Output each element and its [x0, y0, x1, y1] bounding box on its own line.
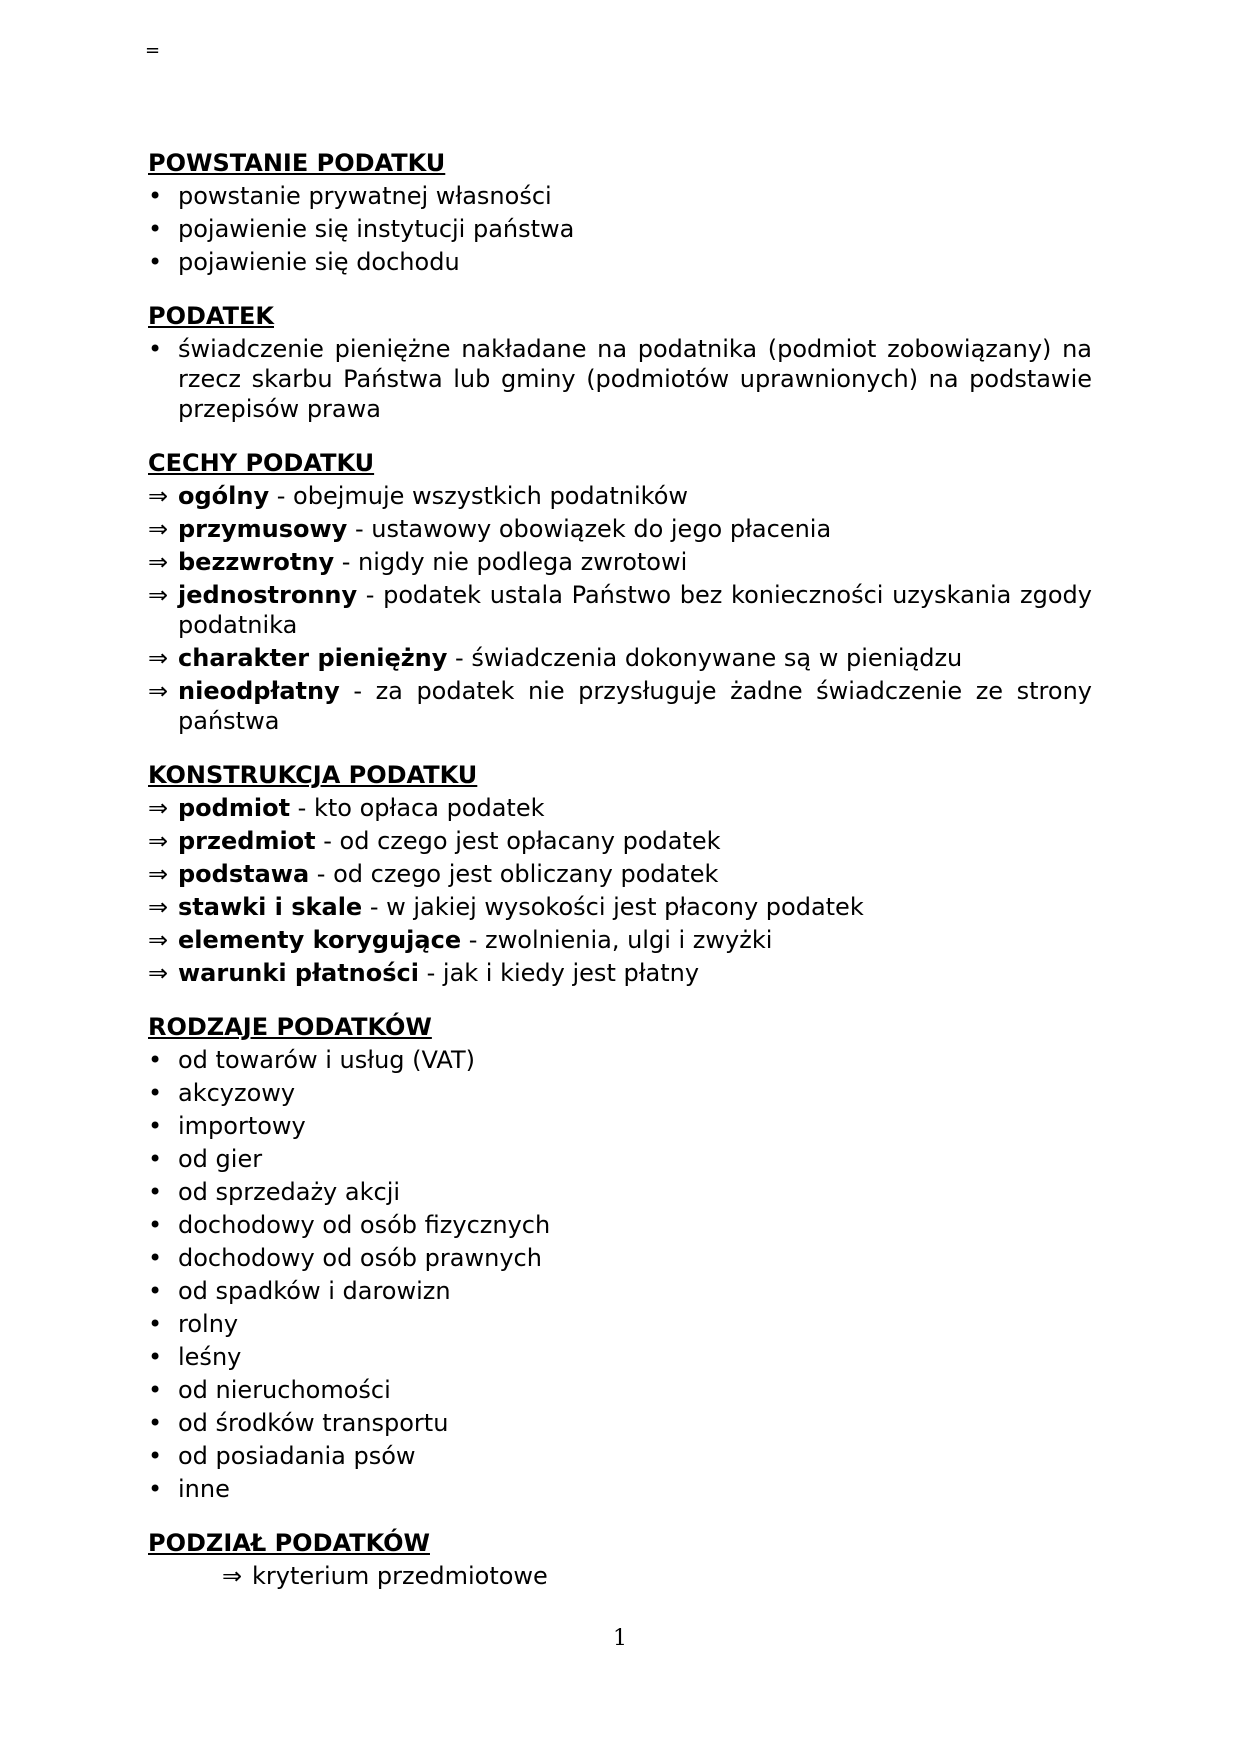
arrow-item-text [178, 826, 1092, 856]
bullet-icon: • [148, 1112, 163, 1140]
arrow-item [148, 514, 1092, 544]
term-description: - ustawowy obowiązek do jego płacenia [347, 515, 832, 543]
arrow-item [148, 859, 1092, 889]
term: nieodpłatny [178, 677, 340, 705]
term-description: - w jakiej wysokości jest płacony podatek [362, 893, 864, 921]
list-item [148, 1441, 1092, 1471]
term: stawki i skale [178, 893, 363, 921]
list-item [148, 334, 1092, 424]
bullet-icon: • [148, 1310, 163, 1338]
term: ogólny [178, 482, 270, 510]
section-heading: RODZAJE PODATKÓW [148, 1013, 432, 1041]
list-item-text: pojawienie się dochodu [178, 248, 460, 276]
arrow-item-text [178, 793, 1092, 823]
arrow-item-text: kryterium przedmiotowe [252, 1562, 548, 1590]
term: bezzwrotny [178, 548, 335, 576]
term: przymusowy [178, 515, 348, 543]
arrow-item [148, 925, 1092, 955]
list-item [148, 1342, 1092, 1372]
section-heading: POWSTANIE PODATKU [148, 149, 446, 177]
section-heading: CECHY PODATKU [148, 449, 375, 477]
top-mark: = [145, 40, 161, 61]
term: jednostronny [178, 581, 358, 609]
arrow-item [148, 580, 1092, 640]
term-description: - obejmuje wszystkich podatników [269, 482, 688, 510]
term: elementy korygujące [178, 926, 462, 954]
bullet-icon: • [148, 1442, 163, 1470]
bullet-icon: • [148, 1178, 163, 1206]
bullet-icon: • [148, 1475, 163, 1503]
list-item-text: od posiadania psów [178, 1442, 416, 1470]
term-description: - zwolnienia, ulgi i zwyżki [461, 926, 773, 954]
list-item [148, 181, 1092, 211]
arrow-icon: ⇒ [148, 482, 169, 510]
arrow-item [148, 958, 1092, 988]
term-description: - za podatek nie przysługuje żadne świadczenie ze strony państwa [178, 677, 1092, 735]
arrow-icon: ⇒ [148, 926, 169, 954]
bullet-icon: • [148, 1409, 163, 1437]
section [148, 448, 1092, 736]
arrow-item-text [178, 514, 1092, 544]
term-description: - od czego jest obliczany podatek [309, 860, 719, 888]
arrow-item [148, 826, 1092, 856]
list-item-text: akcyzowy [178, 1079, 296, 1107]
list-item-text: świadczenie pieniężne nakładane na podatnika (podmiot zobowiązany) na rzecz skarbu Państwa lub gminy (podmiotów uprawnionych) na podstawie przepisów prawa [178, 335, 1092, 423]
list-item [148, 1408, 1092, 1438]
bullet-icon: • [148, 1211, 163, 1239]
term: podmiot [178, 794, 291, 822]
list-item [148, 1474, 1092, 1504]
arrow-icon: ⇒ [148, 515, 169, 543]
arrow-icon: ⇒ [148, 959, 169, 987]
arrow-item-text [178, 925, 1092, 955]
list-item-text: od gier [178, 1145, 263, 1173]
arrow-item-text [178, 859, 1092, 889]
section [148, 301, 1092, 424]
bullet-icon: • [148, 1145, 163, 1173]
section-heading: PODZIAŁ PODATKÓW [148, 1529, 430, 1557]
arrow-icon: ⇒ [148, 794, 169, 822]
list-item [148, 1111, 1092, 1141]
list-item-text: dochodowy od osób fizycznych [178, 1211, 551, 1239]
list-item [148, 1045, 1092, 1075]
arrow-icon: ⇒ [148, 860, 169, 888]
arrow-item [148, 892, 1092, 922]
list-item-text: powstanie prywatnej własności [178, 182, 552, 210]
list-item-text: importowy [178, 1112, 306, 1140]
term: warunki płatności [178, 959, 419, 987]
bullet-icon: • [148, 1343, 163, 1371]
arrow-item-text [178, 676, 1092, 736]
list-item-text: od środków transportu [178, 1409, 449, 1437]
list-item [148, 1210, 1092, 1240]
arrow-icon: ⇒ [148, 644, 169, 672]
arrow-item [148, 676, 1092, 736]
term-description: - podatek ustala Państwo bez konieczności uzyskania zgody podatnika [178, 581, 1092, 639]
arrow-item-text [178, 580, 1092, 640]
arrow-icon: ⇒ [222, 1562, 243, 1590]
term-description: - nigdy nie podlega zwrotowi [334, 548, 688, 576]
list-item-text: od towarów i usług (VAT) [178, 1046, 475, 1074]
list-item-text: pojawienie się instytucji państwa [178, 215, 575, 243]
arrow-item-text [178, 643, 1092, 673]
section [148, 148, 1092, 277]
list-item [148, 1276, 1092, 1306]
list-item-text: dochodowy od osób prawnych [178, 1244, 542, 1272]
arrow-icon: ⇒ [148, 677, 169, 705]
arrow-item-text [178, 892, 1092, 922]
list-item-text: inne [178, 1475, 230, 1503]
arrow-icon: ⇒ [148, 581, 169, 609]
list-item-text: leśny [178, 1343, 242, 1371]
arrow-item-text [178, 481, 1092, 511]
term-description: - od czego jest opłacany podatek [315, 827, 721, 855]
term: przedmiot [178, 827, 316, 855]
list-item [148, 1309, 1092, 1339]
list-item [148, 1144, 1092, 1174]
term-description: - świadczenia dokonywane są w pieniądzu [447, 644, 963, 672]
arrow-item [148, 793, 1092, 823]
list-item [148, 1078, 1092, 1108]
arrow-icon: ⇒ [148, 827, 169, 855]
arrow-item [222, 1561, 1092, 1591]
bullet-icon: • [148, 335, 163, 363]
bullet-icon: • [148, 182, 163, 210]
section [148, 1528, 1092, 1591]
list-item [148, 1243, 1092, 1273]
list-item-text: od nieruchomości [178, 1376, 391, 1404]
term: podstawa [178, 860, 310, 888]
arrow-item [148, 643, 1092, 673]
term-description: - jak i kiedy jest płatny [418, 959, 700, 987]
list-item-text: rolny [178, 1310, 239, 1338]
bullet-icon: • [148, 1277, 163, 1305]
bullet-icon: • [148, 1244, 163, 1272]
term-description: - kto opłaca podatek [290, 794, 545, 822]
arrow-icon: ⇒ [148, 548, 169, 576]
term: charakter pieniężny [178, 644, 448, 672]
list-item [148, 214, 1092, 244]
arrow-item [148, 481, 1092, 511]
section [148, 760, 1092, 988]
list-item [148, 1375, 1092, 1405]
list-item [148, 1177, 1092, 1207]
list-item-text: od spadków i darowizn [178, 1277, 451, 1305]
document-body [148, 148, 1092, 1615]
arrow-item [148, 547, 1092, 577]
arrow-item-text [178, 958, 1092, 988]
arrow-icon: ⇒ [148, 893, 169, 921]
bullet-icon: • [148, 215, 163, 243]
list-item [148, 247, 1092, 277]
section-heading: PODATEK [148, 302, 274, 330]
arrow-item-text [178, 547, 1092, 577]
section [148, 1012, 1092, 1504]
section-heading: KONSTRUKCJA PODATKU [148, 761, 478, 789]
page-number: 1 [613, 1626, 627, 1651]
bullet-icon: • [148, 1079, 163, 1107]
bullet-icon: • [148, 248, 163, 276]
bullet-icon: • [148, 1376, 163, 1404]
list-item-text: od sprzedaży akcji [178, 1178, 401, 1206]
bullet-icon: • [148, 1046, 163, 1074]
